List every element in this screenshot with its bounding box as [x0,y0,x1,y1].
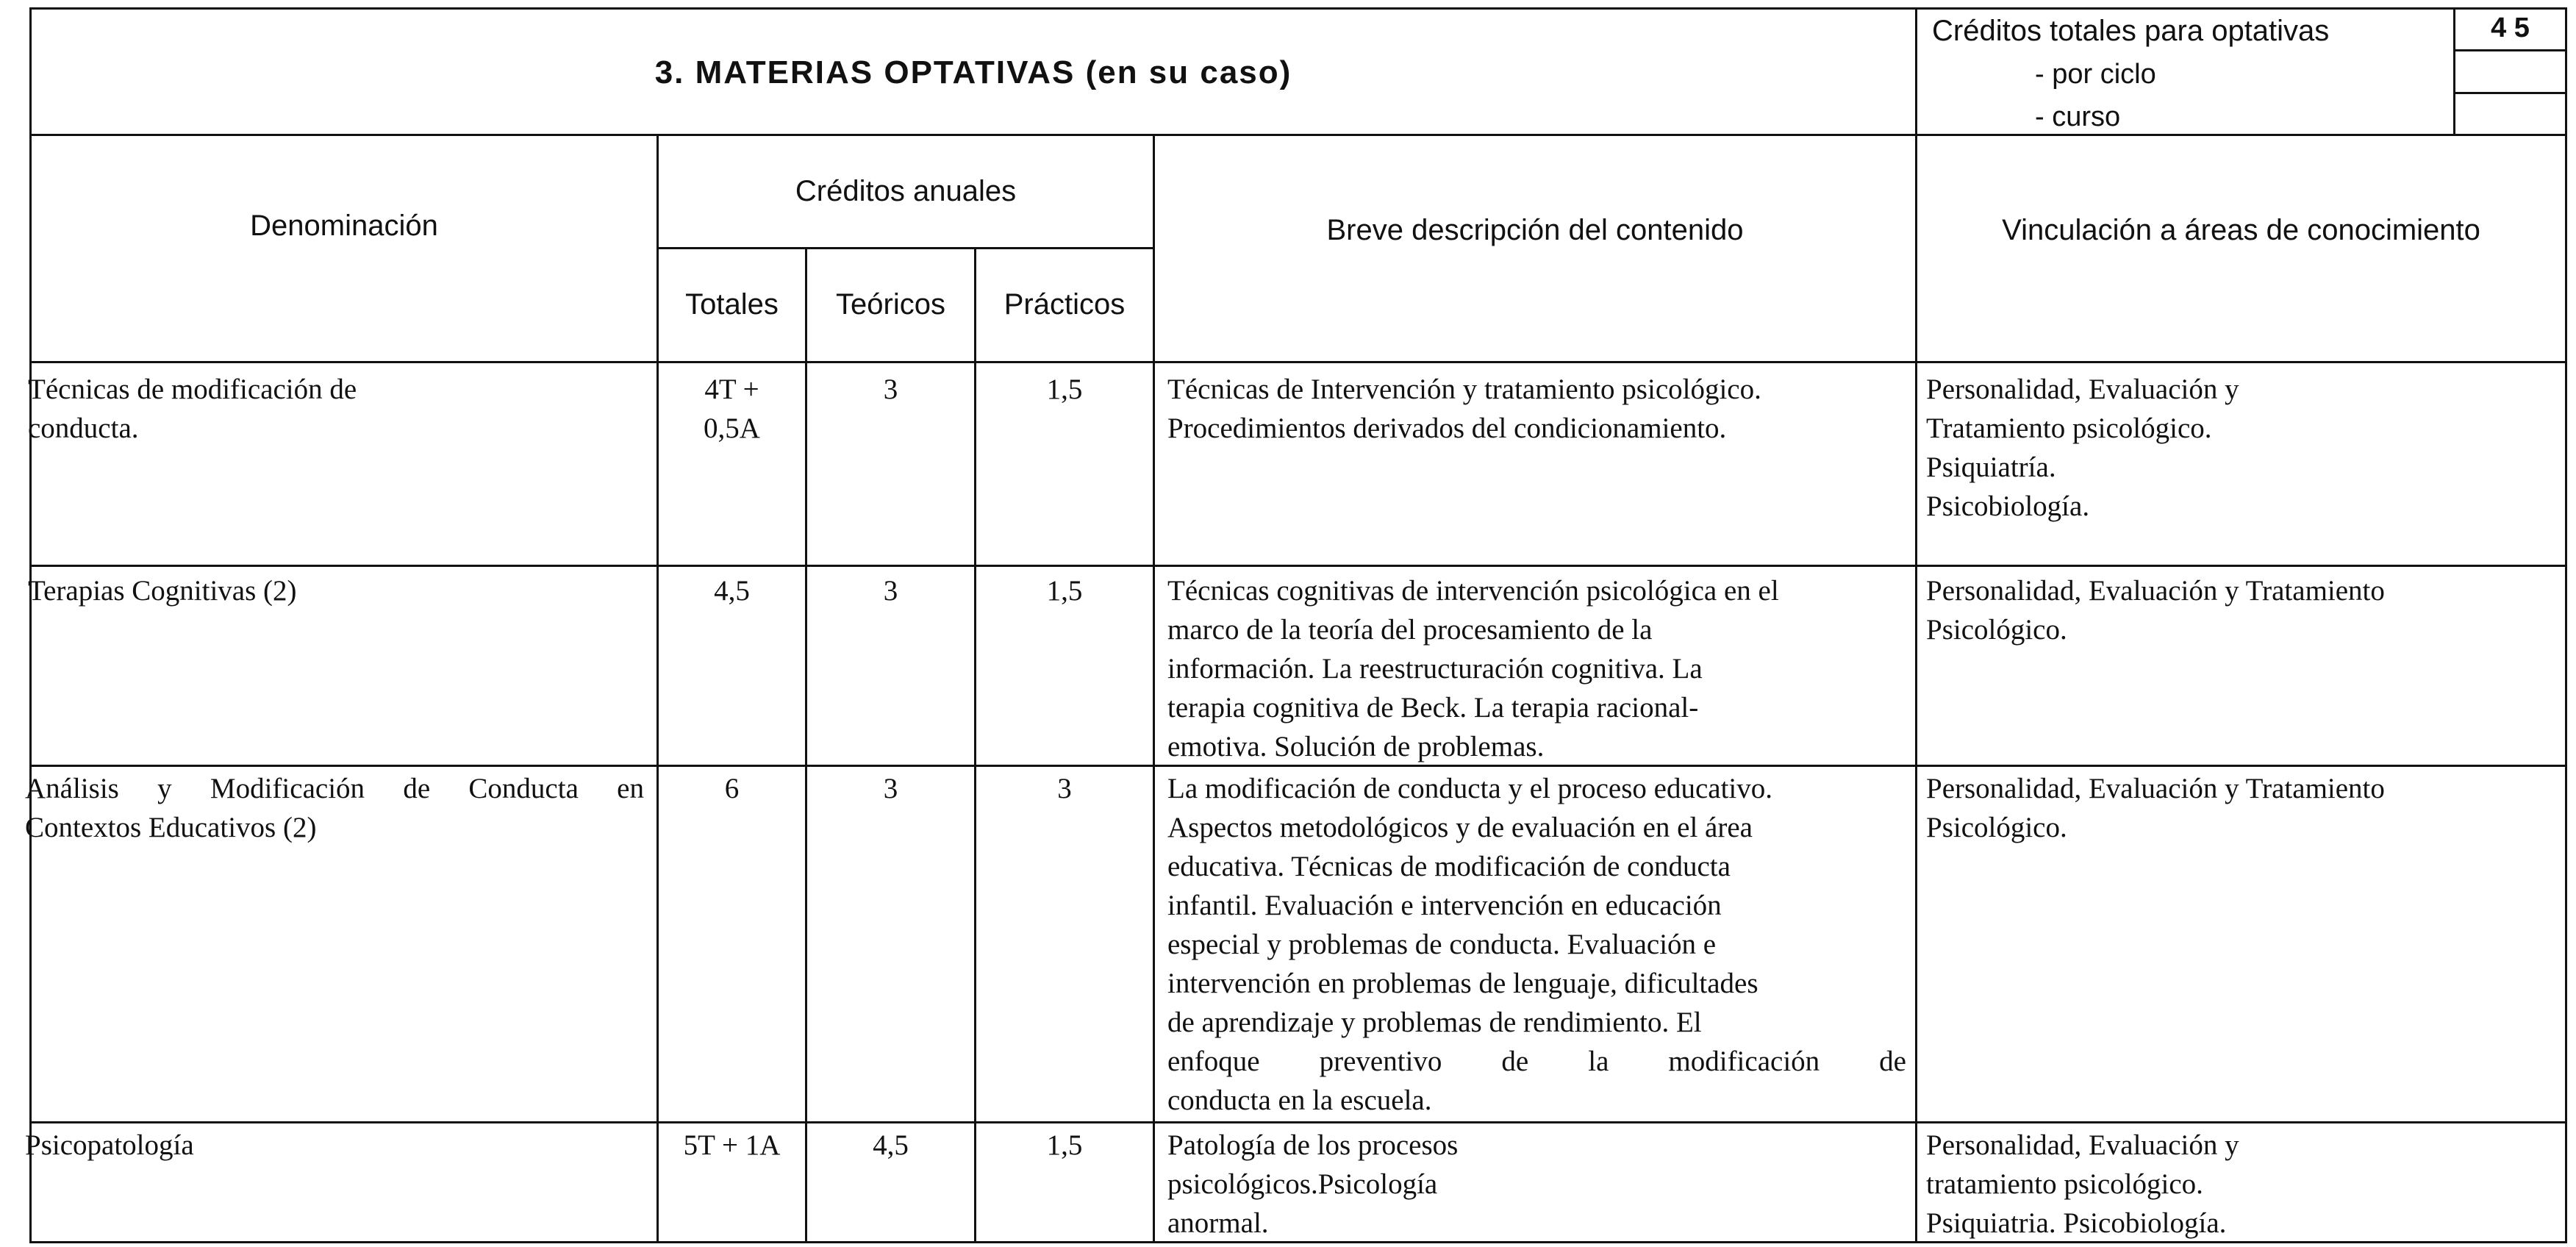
course-value-box [2453,92,2567,136]
row-3-totales: 6 [724,773,740,804]
row-3-name: Análisis y Modificación de Conducta en Contextos Educativos (2) [25,773,644,843]
header-vinculacion-label: Vinculación a áreas de conocimiento [2002,214,2480,246]
header-vinculacion [1915,134,2567,363]
header-descripcion-label: Breve descripción del contenido [1326,214,1744,246]
row-3-totales-cell [656,765,807,1123]
row-3-practicos-cell [974,765,1155,1123]
per-cycle-value-box [2453,49,2567,94]
row-2-descripcion: Técnicas cognitivas de intervención psicológica en el marco de la teoría del procesamiento de la información. La reestructuración cognitiva. La terapia cognitiva de Beck. La terapia racional- emotiva. Solución de problemas. [1167,575,1779,762]
row-1-practicos: 1,5 [1046,374,1083,405]
header-teoricos-label: Teóricos [836,288,945,321]
credits-value: 4 5 [2491,12,2530,43]
row-2-totales: 4,5 [714,575,750,607]
per-cycle-label: - por ciclo [2035,59,2156,90]
row-3-descripcion: La modificación de conducta y el proceso educativo. Aspectos metodológicos y de evaluación en el área educativa. Técnicas de modificación de conducta infantil. Evaluación e intervención en educación especial y problemas de conducta. Evaluación e intervención en problemas de lenguaje, dificultades de aprendizaje y problemas de rendimiento. El enfoque preventivo de la modificación de conducta en la escuela. [1167,773,1906,1116]
row-3-vinculacion: Personalidad, Evaluación y Tratamiento Psicológico. [1926,773,2385,843]
row-4-descripcion: Patología de los procesos psicológicos.Psicología anormal. [1167,1129,1459,1239]
row-3-teoricos: 3 [883,773,898,804]
course-label: - curso [2035,101,2121,132]
header-descripcion [1153,134,1917,363]
header-practicos-label: Prácticos [1003,288,1126,321]
row-1-totales: 4T + 0,5A [704,374,760,444]
row-2-teoricos: 3 [883,575,898,607]
header-denominacion-label: Denominación [250,210,438,242]
header-creditos-anuales-label: Créditos anuales [795,175,1017,207]
row-1-name: Técnicas de modificación de conducta. [28,374,357,444]
credits-label: Créditos totales para optativas [1932,15,2330,47]
row-4-teoricos: 4,5 [873,1129,909,1161]
row-1-teoricos: 3 [883,374,898,405]
row-2-name: Terapias Cognitivas (2) [28,575,297,607]
section-title: 3. MATERIAS OPTATIVAS (en su caso) [654,54,1292,90]
row-4-practicos: 1,5 [1046,1129,1083,1161]
row-1-vinculacion: Personalidad, Evaluación y Tratamiento psicológico. Psiquiatría. Psicobiología. [1926,374,2239,522]
row-2-practicos: 1,5 [1046,575,1083,607]
row-4-vinculacion: Personalidad, Evaluación y tratamiento psicológico. Psiquiatria. Psicobiología. [1926,1129,2239,1239]
header-totales-label: Totales [685,288,779,321]
row-2-vinculacion: Personalidad, Evaluación y Tratamiento Psicológico. [1926,575,2385,646]
row-3-teoricos-cell [805,765,976,1123]
row-4-name: Psicopatología [25,1129,194,1161]
header-denominacion [29,134,659,363]
row-1-descripcion: Técnicas de Intervención y tratamiento psicológico. Procedimientos derivados del condicionamiento. [1167,374,1761,444]
row-4-totales: 5T + 1A [683,1129,781,1161]
row-3-practicos: 3 [1057,773,1072,804]
